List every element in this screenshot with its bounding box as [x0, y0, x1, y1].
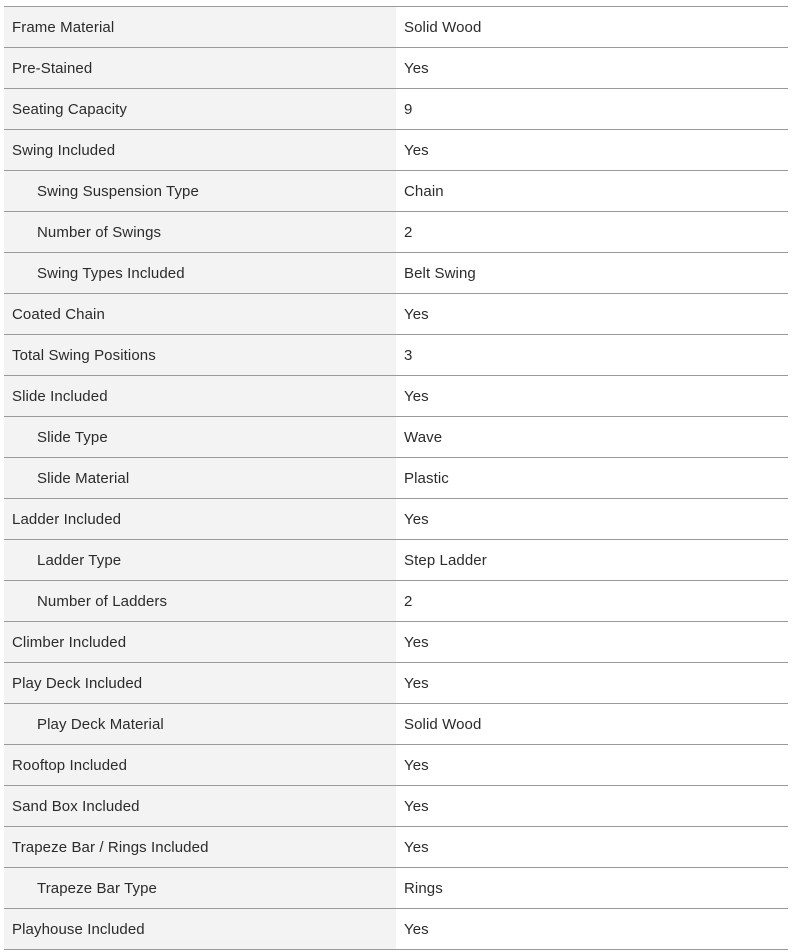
- spec-label: Pre-Stained: [4, 48, 396, 88]
- spec-label: Slide Included: [4, 376, 396, 416]
- spec-label: Coated Chain: [4, 294, 396, 334]
- spec-value: Yes: [396, 499, 788, 539]
- spec-row: [4, 622, 788, 663]
- spec-row: [4, 253, 788, 294]
- spec-label: Sand Box Included: [4, 786, 396, 826]
- spec-value: Wave: [396, 417, 788, 457]
- spec-value: Step Ladder: [396, 540, 788, 580]
- spec-value: Yes: [396, 909, 788, 949]
- spec-label: Seating Capacity: [4, 89, 396, 129]
- spec-label: Ladder Type: [4, 540, 396, 580]
- spec-row: [4, 48, 788, 89]
- spec-label: Slide Type: [4, 417, 396, 457]
- spec-value: 2: [396, 212, 788, 252]
- spec-value: Yes: [396, 294, 788, 334]
- spec-value: 2: [396, 581, 788, 621]
- spec-label: Playhouse Included: [4, 909, 396, 949]
- spec-row: [4, 663, 788, 704]
- spec-label: Number of Ladders: [4, 581, 396, 621]
- spec-row: [4, 868, 788, 909]
- spec-value: Plastic: [396, 458, 788, 498]
- spec-row: [4, 786, 788, 827]
- spec-label: Number of Swings: [4, 212, 396, 252]
- spec-label: Ladder Included: [4, 499, 396, 539]
- spec-row: [4, 745, 788, 786]
- spec-row: [4, 89, 788, 130]
- spec-row: [4, 7, 788, 48]
- spec-value: 3: [396, 335, 788, 375]
- spec-label: Trapeze Bar Type: [4, 868, 396, 908]
- spec-row: [4, 212, 788, 253]
- spec-value: Yes: [396, 376, 788, 416]
- spec-value: Yes: [396, 622, 788, 662]
- spec-value: Belt Swing: [396, 253, 788, 293]
- spec-row: [4, 376, 788, 417]
- spec-value: Yes: [396, 663, 788, 703]
- spec-row: [4, 417, 788, 458]
- spec-label: Swing Types Included: [4, 253, 396, 293]
- spec-row: [4, 130, 788, 171]
- spec-label: Trapeze Bar / Rings Included: [4, 827, 396, 867]
- spec-row: [4, 294, 788, 335]
- spec-value: Solid Wood: [396, 7, 788, 47]
- spec-value: Yes: [396, 786, 788, 826]
- spec-value: Chain: [396, 171, 788, 211]
- spec-label: Rooftop Included: [4, 745, 396, 785]
- spec-row: [4, 171, 788, 212]
- spec-value: Yes: [396, 827, 788, 867]
- spec-row: [4, 335, 788, 376]
- spec-row: [4, 704, 788, 745]
- spec-label: Slide Material: [4, 458, 396, 498]
- spec-value: Yes: [396, 745, 788, 785]
- spec-row: [4, 458, 788, 499]
- spec-row: [4, 827, 788, 868]
- specifications-table: [4, 6, 788, 950]
- spec-label: Play Deck Material: [4, 704, 396, 744]
- spec-row: [4, 909, 788, 950]
- spec-row: [4, 499, 788, 540]
- spec-row: [4, 581, 788, 622]
- spec-value: Rings: [396, 868, 788, 908]
- spec-label: Frame Material: [4, 7, 396, 47]
- spec-label: Climber Included: [4, 622, 396, 662]
- spec-label: Total Swing Positions: [4, 335, 396, 375]
- spec-value: Yes: [396, 130, 788, 170]
- spec-value: Yes: [396, 48, 788, 88]
- spec-label: Play Deck Included: [4, 663, 396, 703]
- spec-label: Swing Included: [4, 130, 396, 170]
- spec-row: [4, 540, 788, 581]
- spec-value: 9: [396, 89, 788, 129]
- spec-value: Solid Wood: [396, 704, 788, 744]
- spec-label: Swing Suspension Type: [4, 171, 396, 211]
